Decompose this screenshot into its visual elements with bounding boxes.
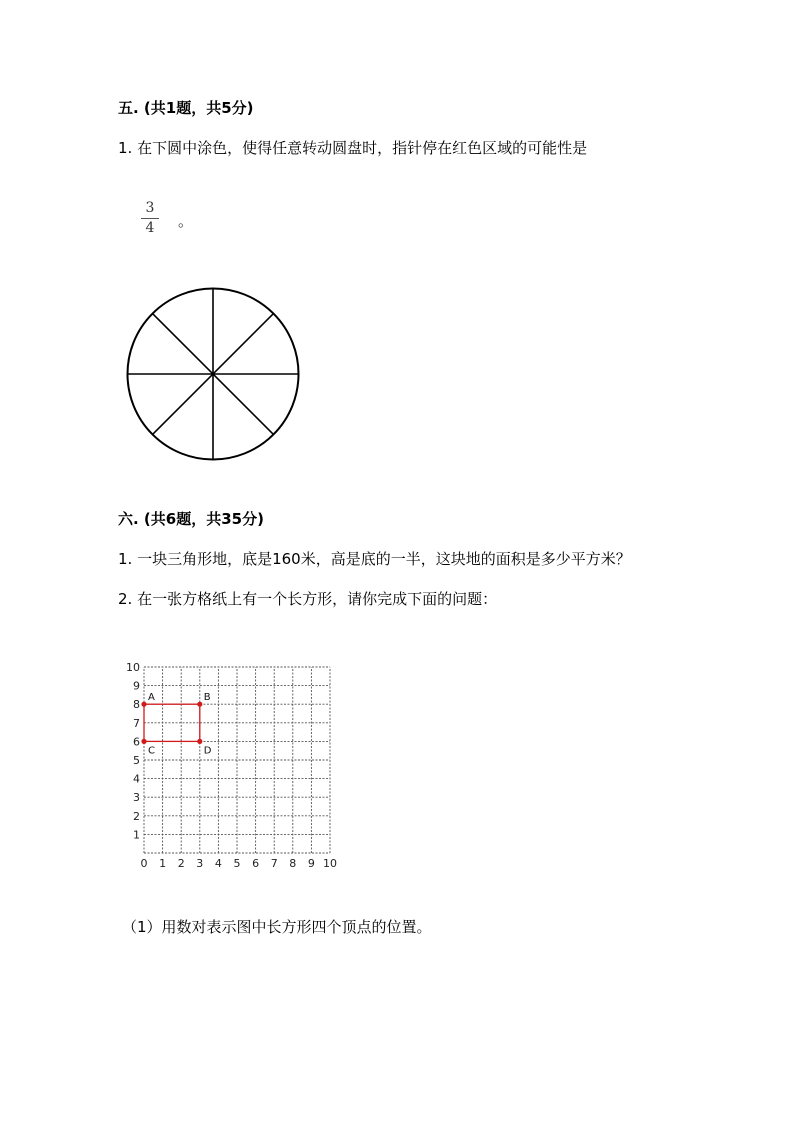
section-5-heading: 五. (共1题，共5分) [118,99,254,117]
question-5-1: 1. 在下圆中涂色，使得任意转动圆盘时，指针停在红色区域的可能性是 [118,139,588,157]
answer-period: 。 [178,212,194,230]
x-tick-label: 0 [140,857,148,870]
vertex-point-c [141,739,146,744]
vertex-point-b [197,702,202,707]
coordinate-grid [122,655,382,877]
section-6-heading: 六. (共6题，共35分) [118,510,264,528]
x-tick-label: 10 [323,857,337,870]
vertex-point-a [141,702,146,707]
question-6-2: 2. 在一张方格纸上有一个长方形，请你完成下面的问题： [118,590,498,608]
vertex-label-a: A [148,692,155,704]
fraction-bar [141,218,159,219]
x-tick-label: 1 [159,857,167,870]
y-tick-label: 5 [133,754,140,767]
vertex-label-c: C [148,745,155,757]
x-tick-label: 8 [289,857,297,870]
y-tick-label: 4 [133,772,140,786]
y-tick-label: 9 [133,679,140,693]
x-tick-label: 6 [252,857,260,870]
y-tick-label: 1 [133,828,140,842]
y-tick-label: 7 [133,716,140,730]
probability-fraction [141,201,159,236]
x-tick-label: 4 [214,857,222,870]
question-6-1: 1. 一块三角形地，底是160米，高是底的一半，这块地的面积是多少平方米？ [118,550,631,568]
vertex-label-b: B [203,692,211,704]
fraction-denominator: 4 [145,220,155,236]
sub-question-1: （1）用数对表示图中长方形四个顶点的位置。 [122,918,432,936]
x-tick-label: 3 [196,857,204,870]
sector-circle[interactable] [120,282,306,468]
y-tick-label: 8 [133,698,140,712]
x-tick-label: 5 [233,857,241,870]
x-tick-label: 9 [307,857,315,870]
vertex-label-d: D [203,745,212,757]
y-tick-label: 2 [133,809,140,823]
y-tick-label: 3 [133,791,140,805]
vertex-point-d [197,739,202,744]
y-tick-label: 10 [126,661,140,674]
x-tick-label: 7 [270,857,278,870]
fraction-numerator: 3 [145,200,155,216]
y-tick-label: 6 [133,735,140,749]
x-tick-label: 2 [177,857,185,870]
